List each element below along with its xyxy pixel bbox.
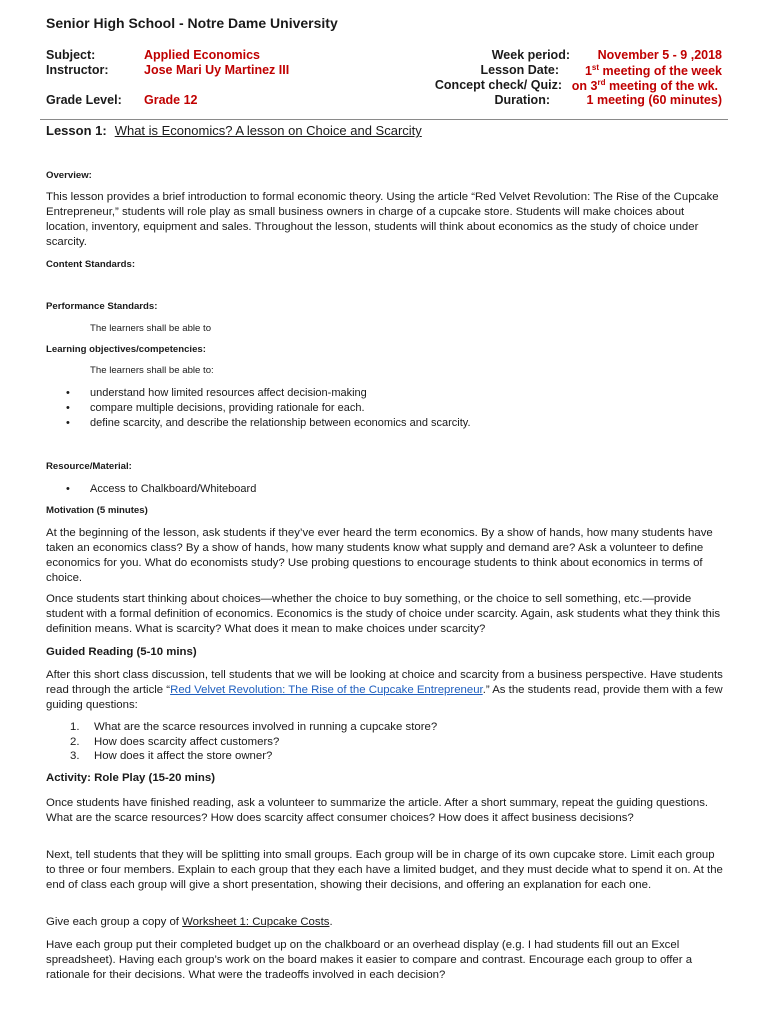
duration-label: Duration:: [494, 93, 550, 107]
grade-label: Grade Level:: [46, 93, 122, 107]
header-divider: [40, 119, 728, 120]
objectives-list: [46, 386, 471, 431]
lesson-date-rest: meeting of the week: [599, 64, 722, 78]
quiz-num: on 3: [571, 79, 598, 93]
instructor-value: Jose Mari Uy Martinez III: [144, 63, 290, 77]
list-item: [46, 749, 437, 764]
lesson-number: Lesson 1:: [46, 123, 107, 138]
list-item: [46, 720, 437, 735]
worksheet-link[interactable]: Worksheet 1: Cupcake Costs: [182, 916, 330, 928]
lesson-title: What is Economics? A lesson on Choice and Scarcity: [114, 123, 422, 138]
activity-paragraph-4: Have each group put their completed budget up on the chalkboard or an overhead display (e.g. I had students fill out an Excel spreadsheet). Having each group’s work on the board makes it easier to compare and contrast. Encourage each group to offer a rationale for their decisions. What were the tradeoffs involved in each decision?: [46, 939, 693, 981]
list-item: • understand how limited resources affect decision-making: [46, 386, 471, 401]
instructor-label: Instructor:: [46, 63, 109, 77]
overview-text: This lesson provides a brief introduction to formal economic theory. Using the article “Red Velvet Revolution: The Rise of the Cupcake Entrepreneur,” students will role play as small business owners in charge of a cupcake store. Students will make choices about location, inventory, equipment and sales. Throughout the lesson, students will think about economics as the study of choice under scarcity.: [46, 191, 719, 248]
list-item: • compare multiple decisions, providing rationale for each.: [46, 401, 471, 416]
activity-text-post: .: [329, 916, 333, 928]
list-item: • Access to Chalkboard/Whiteboard: [46, 482, 256, 497]
motivation-paragraph-2: Once students start thinking about choices—whether the choice to buy something, or the choice to sell something, etc.—provide student with a formal definition of economics. Economics is the study of choice under scarcity. Again, ask students what they think this definition means. What is scarcity? What does it mean to make choices under scarcity?: [46, 593, 721, 635]
content-standards-label: Content Standards:: [46, 259, 136, 270]
activity-text-pre: Give each group a copy of: [46, 916, 183, 928]
lesson-heading: [46, 123, 422, 138]
guided-reading-heading: Guided Reading (5-10 mins): [46, 646, 197, 658]
article-link[interactable]: Red Velvet Revolution: The Rise of the Cupcake Entrepreneur: [170, 684, 483, 696]
subject-value: Applied Economics: [144, 48, 260, 62]
question-text: How does scarcity affect customers?: [94, 735, 280, 748]
week-value: November 5 - 9 ,2018: [597, 48, 722, 62]
guided-reading-paragraph: [46, 668, 726, 713]
header-row-quiz: [46, 78, 722, 94]
activity-paragraph-1: Once students have finished reading, ask a volunteer to summarize the article. After a short summary, repeat the guiding questions. What are the scarce resources? How does scarcity affect consumer choices? How does it affect business decisions?: [46, 797, 709, 824]
grade-value: Grade 12: [144, 93, 198, 107]
lesson-date-label: Lesson Date:: [480, 63, 559, 77]
activity-heading: Activity: Role Play (15-20 mins): [46, 772, 216, 784]
question-number: 3.: [70, 750, 80, 762]
duration-value: 1 meeting (60 minutes): [586, 93, 722, 107]
lesson-date-value: [585, 63, 722, 78]
objectives-label: Learning objectives/competencies:: [46, 344, 206, 355]
question-number: 2.: [70, 735, 80, 748]
activity-paragraph-2: Next, tell students that they will be splitting into small groups. Each group will be in charge of its own cupcake store. Limit each group to three or four members. Explain to each group that they each have a limited budget, and they must decide what to spend it on. At the end of class each group will give a short presentation, showing their decisions, and offering an explanation for each one.: [46, 849, 723, 891]
guided-reading-text-post: .” As the students read, provide them with a few guiding questions:: [46, 684, 723, 711]
overview-label: Overview:: [46, 170, 92, 181]
performance-standards-label: Performance Standards:: [46, 301, 158, 312]
header-row-instructor: [46, 63, 722, 79]
objectives-intro: The learners shall be able to:: [90, 365, 214, 376]
quiz-sup: rd: [597, 78, 606, 87]
quiz-value: [572, 78, 718, 93]
header-row-subject: [46, 48, 722, 64]
motivation-paragraph-1: At the beginning of the lesson, ask students if they’ve ever heard the term economics. By a show of hands, how many students have taken an economics class? By a show of hands, how many students know what supply and demand are? Ask a volunteer to define economics for you. What do economists study? Use probing questions to encourage students to think about economics in terms of choice.: [46, 527, 713, 584]
activity-paragraph-3: [46, 915, 726, 930]
lesson-date-num: 1: [584, 64, 592, 78]
week-label: Week period:: [491, 48, 570, 62]
question-number: 1.: [70, 721, 80, 733]
header-row-grade: [46, 93, 722, 109]
question-text: How does it affect the store owner?: [94, 750, 273, 762]
lesson-date-sup: st: [591, 63, 600, 72]
resources-label: Resource/Material:: [46, 461, 132, 472]
list-item: • define scarcity, and describe the relationship between economics and scarcity.: [46, 416, 471, 431]
resources-list: [46, 482, 256, 497]
guiding-questions-list: [46, 720, 437, 764]
quiz-rest: meeting of the wk.: [605, 79, 718, 93]
question-text: What are the scarce resources involved in running a cupcake store?: [94, 721, 438, 733]
quiz-label: Concept check/ Quiz:: [434, 78, 562, 92]
performance-standards-text: The learners shall be able to: [90, 323, 212, 334]
motivation-heading: Motivation (5 minutes): [46, 505, 148, 516]
school-title: Senior High School - Notre Dame University: [46, 15, 338, 31]
guided-reading-text-pre: After this short class discussion, tell students that we will be looking at choice and scarcity from a business perspective. Have students read through the article “: [46, 669, 723, 696]
list-item: [46, 735, 437, 750]
subject-label: Subject:: [46, 48, 96, 62]
